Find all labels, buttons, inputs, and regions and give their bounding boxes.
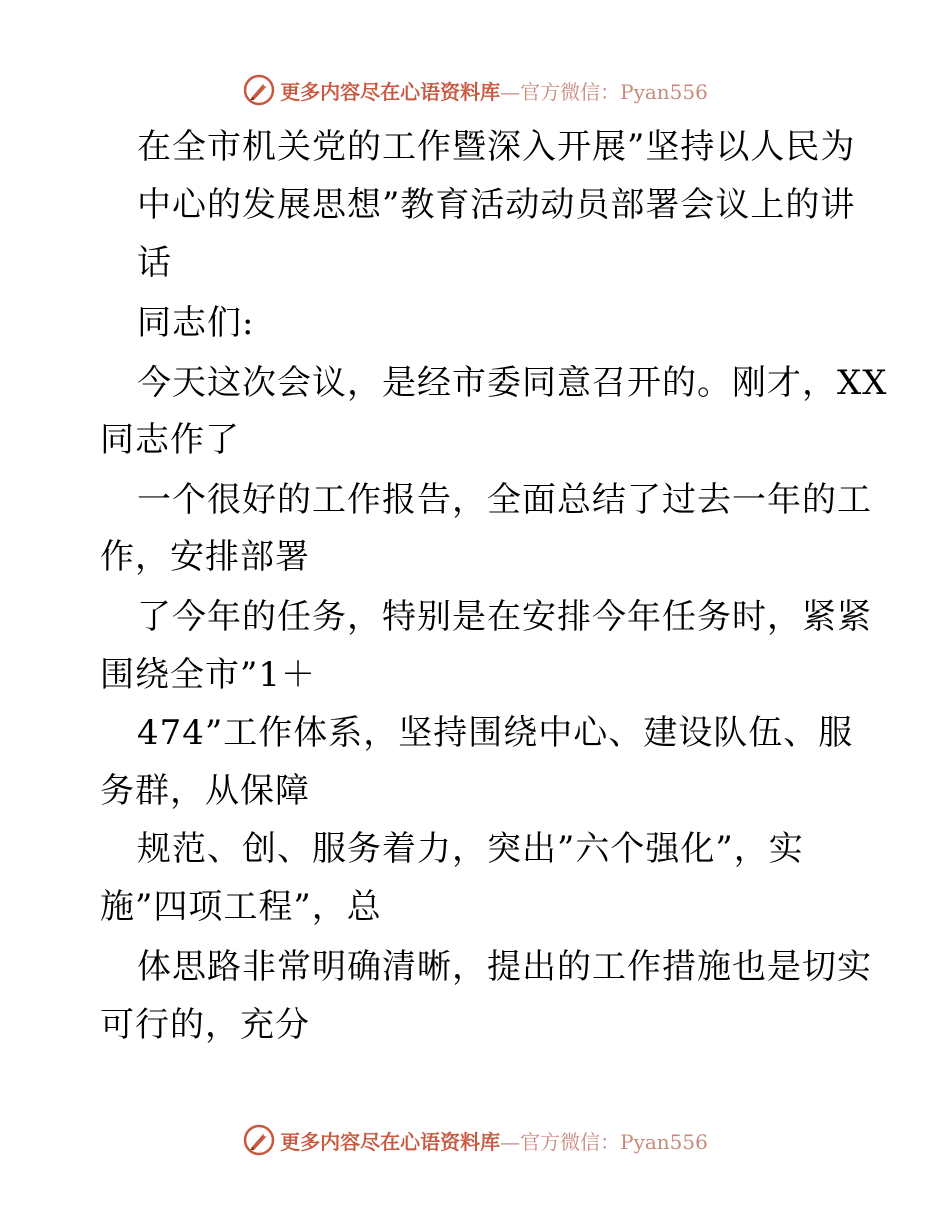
- banner-text: [280, 1126, 708, 1155]
- paragraph-line-5: 了今年的任务，特别是在安排今年任务时，紧紧: [137, 597, 872, 637]
- pen-nib-logo-icon: [242, 1123, 276, 1157]
- paragraph-line-6: 围绕全市”1＋: [100, 655, 317, 695]
- footer-banner: [0, 1122, 950, 1158]
- title-line-2: 中心的发展思想”教育活动动员部署会议上的讲: [137, 185, 856, 225]
- paragraph-line-11: 体思路非常明确清晰，提出的工作措施也是切实: [137, 947, 872, 987]
- paragraph-line-2: 同志作了: [100, 420, 240, 460]
- paragraph-line-12: 可行的，充分: [100, 1005, 310, 1045]
- paragraph-line-8: 务群，从保障: [100, 771, 310, 811]
- pen-nib-logo-icon: [242, 73, 276, 107]
- banner-bold-text: 更多内容尽在心语资料库: [280, 1129, 501, 1154]
- paragraph-line-10: 施”四项工程”，总: [100, 887, 382, 927]
- banner-wechat-id: Pyan556: [620, 79, 708, 104]
- banner-wechat-id: Pyan556: [620, 1129, 708, 1154]
- header-banner: [0, 72, 950, 108]
- paragraph-line-3: 一个很好的工作报告，全面总结了过去一年的工: [137, 480, 872, 520]
- paragraph-line-9: 规范、创、服务着力，突出”六个强化”，实: [137, 829, 804, 869]
- banner-light-text: —官方微信：: [500, 79, 621, 104]
- banner-text: [280, 76, 708, 105]
- title-line-3: 话: [137, 243, 172, 283]
- banner-bold-text: 更多内容尽在心语资料库: [280, 79, 501, 104]
- paragraph-line-7: 474”工作体系，坚持围绕中心、建设队伍、服: [137, 713, 854, 753]
- salutation: 同志们:: [137, 303, 255, 343]
- banner-light-text: —官方微信：: [500, 1129, 621, 1154]
- paragraph-line-4: 作，安排部署: [100, 537, 310, 577]
- paragraph-line-1: 今天这次会议，是经市委同意召开的。刚才，XX: [137, 363, 888, 403]
- title-line-1: 在全市机关党的工作暨深入开展”坚持以人民为: [137, 127, 856, 167]
